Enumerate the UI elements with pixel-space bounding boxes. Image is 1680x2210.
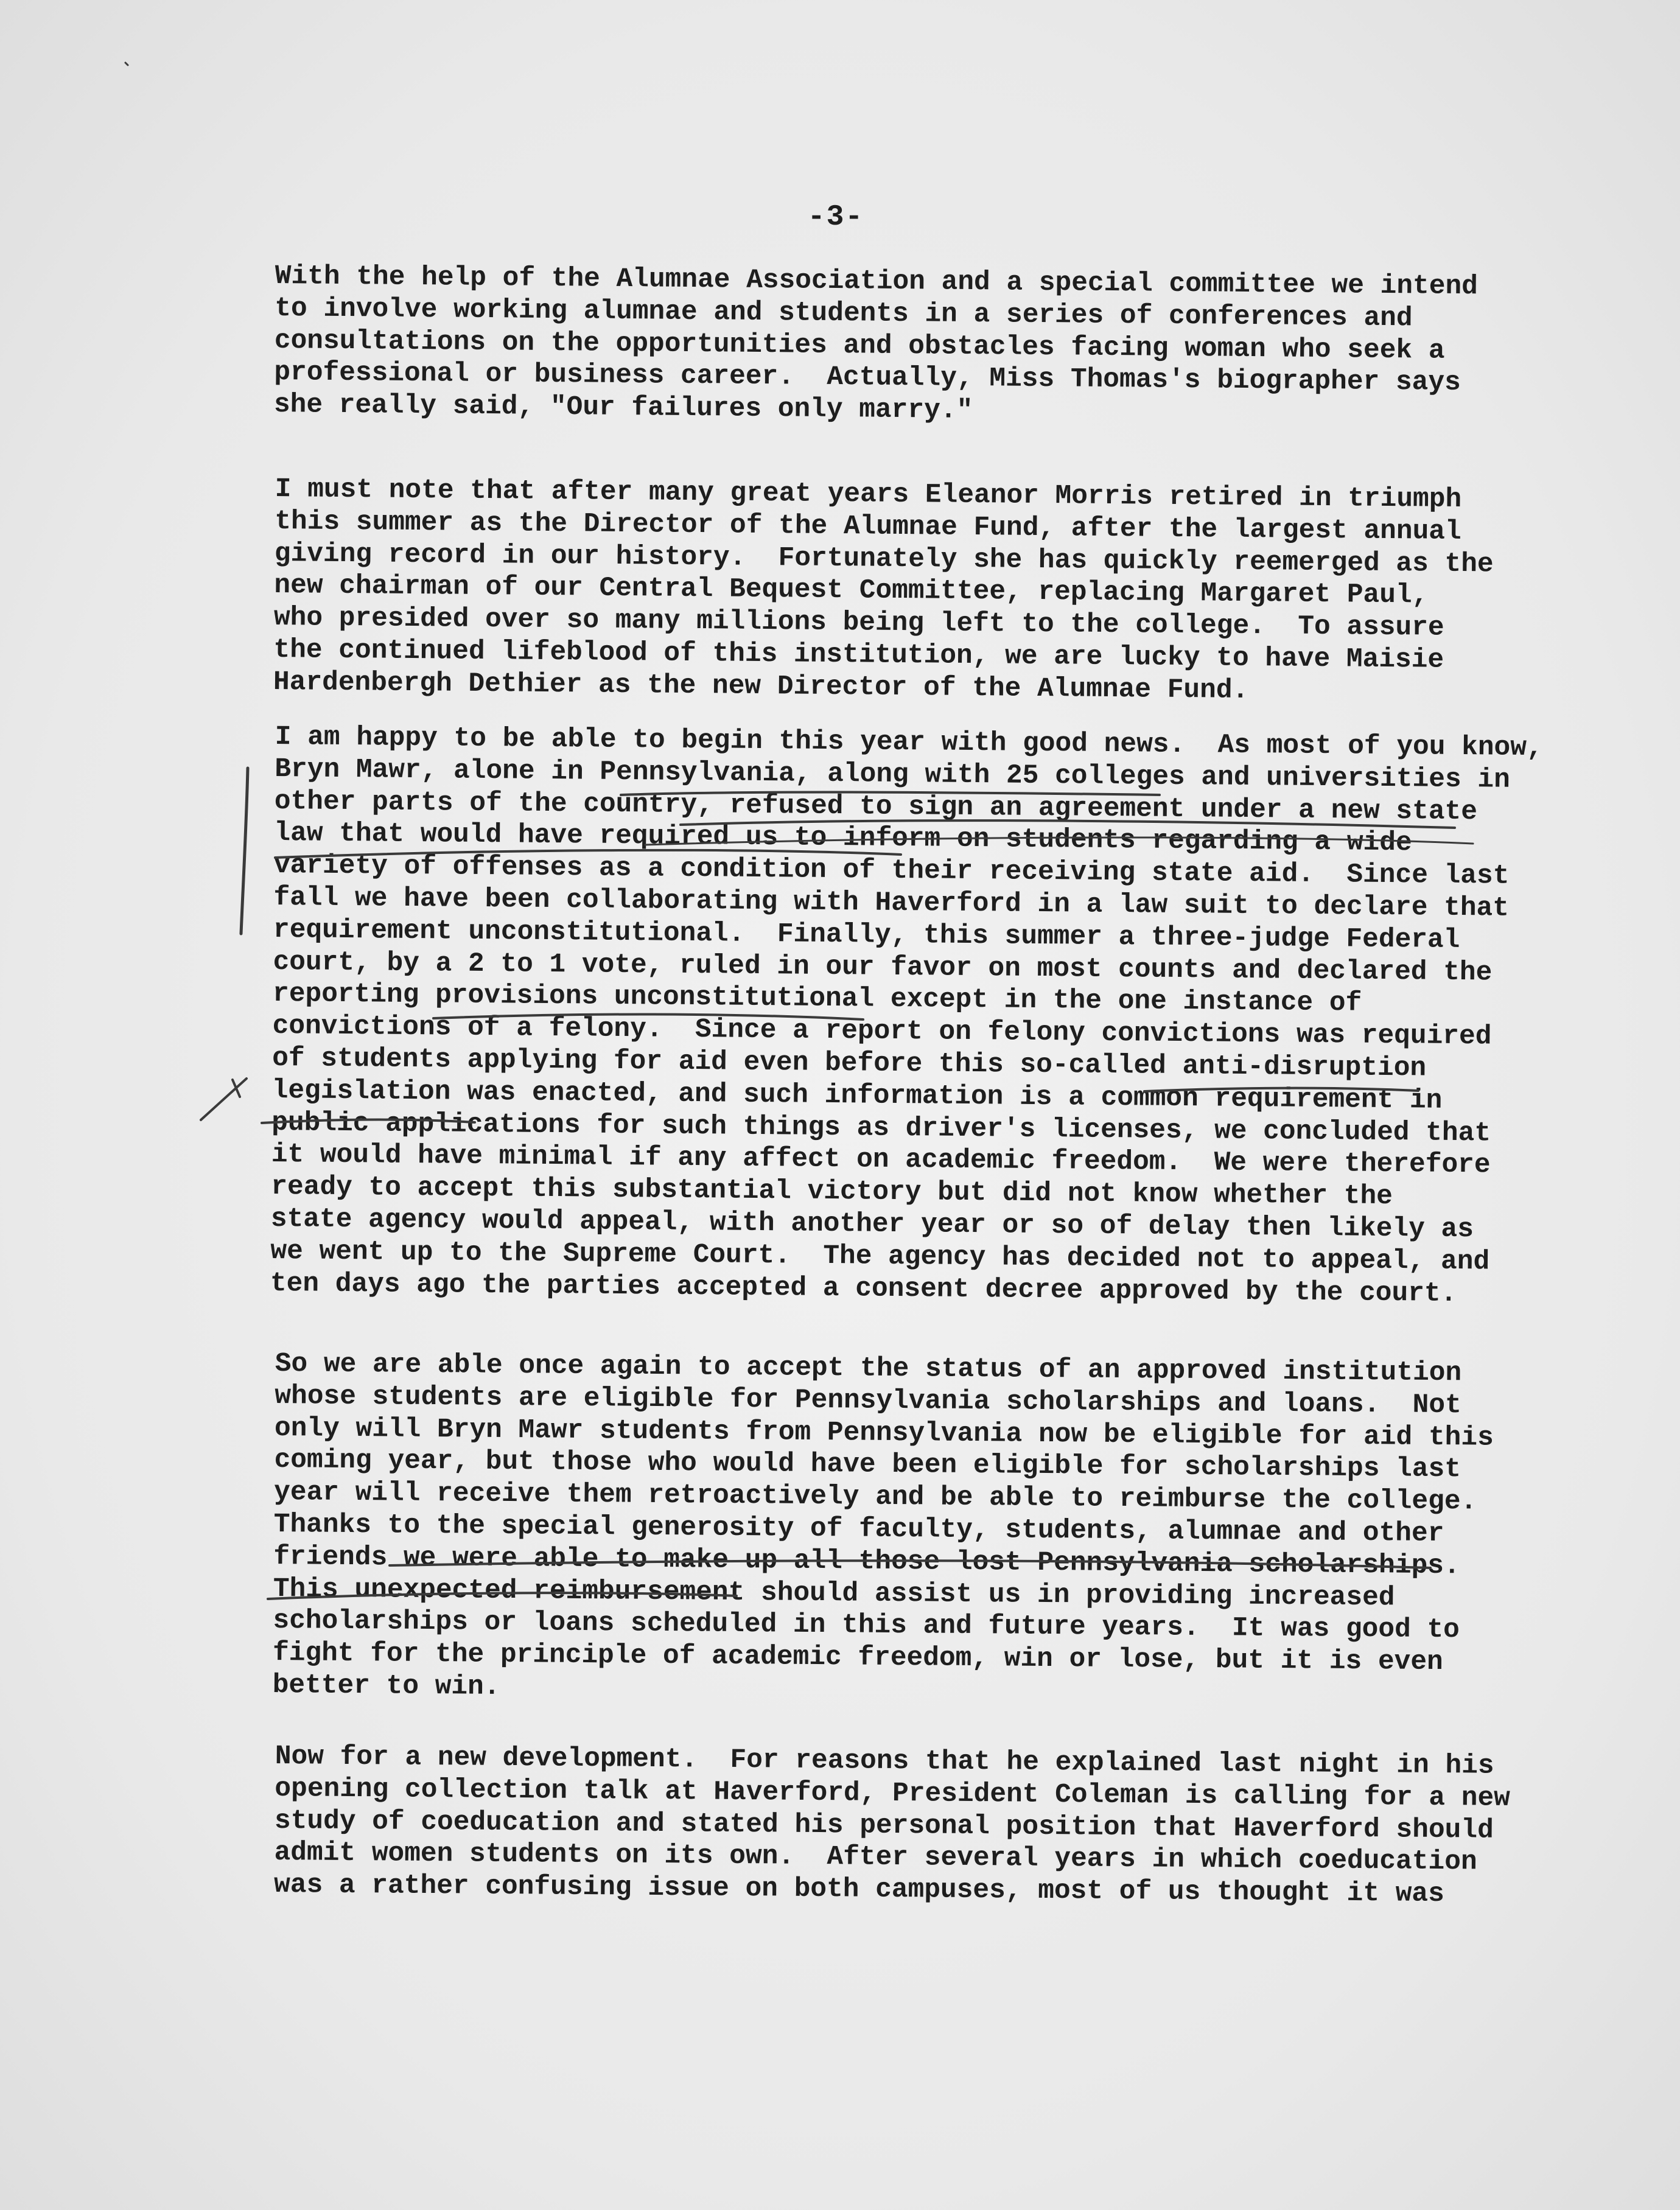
text-line: requirement unconstitutional. Finally, this summer a three-judge Federal — [273, 914, 1460, 956]
paragraph-alumnae-committee — [274, 261, 1529, 432]
paragraph-approved-institution — [272, 1348, 1528, 1712]
text-line: professional or business career. Actually, Miss Thomas's biographer says — [274, 357, 1461, 399]
text-line: friends we were able to make up all those lost Pennsylvania scholarships. — [273, 1541, 1460, 1582]
text-line: of students applying for aid even before this so-called anti-disruption — [271, 1043, 1427, 1084]
text-line: new chairman of our Central Bequest Committee, replacing Margaret Paul, — [274, 570, 1429, 611]
text-line: ready to accept this substantial victory but did not know whether the — [271, 1172, 1393, 1212]
text-line: ten days ago the parties accepted a consent decree approved by the court. — [270, 1268, 1457, 1309]
text-line: law that would have required us to inform on students regarding a wide — [274, 818, 1412, 859]
text-line: variety of offenses as a condition of their receiving state aid. Since last — [273, 850, 1510, 892]
text-line: I am happy to be able to begin this year with good news. As most of you know, — [275, 722, 1543, 764]
text-line: state agency would appeal, with another year or so of delay then likely as — [270, 1203, 1474, 1245]
text-line: With the help of the Alumnae Association and a special committee we intend — [275, 261, 1479, 302]
text-line: So we are able once again to accept the status of an approved institution — [275, 1349, 1462, 1389]
paragraph-alumnae-fund — [273, 474, 1529, 710]
text-line: to involve working alumnae and students in a series of conferences and — [275, 293, 1413, 334]
text-line: Thanks to the special generosity of faculty, students, alumnae and other — [273, 1509, 1444, 1550]
text-line: coming year, but those who would have been eligible for scholarships last — [274, 1445, 1461, 1485]
text-line: was a rather confusing issue on both campuses, most of us thought it was — [273, 1870, 1444, 1910]
text-line: we went up to the Supreme Court. The agency has decided not to appeal, and — [270, 1236, 1490, 1278]
text-line: the continued lifeblood of this institution, we are lucky to have Maisie — [273, 634, 1444, 676]
text-line: fight for the principle of academic freedom, win or lose, but it is even — [272, 1638, 1443, 1678]
text-line: only will Bryn Mawr students from Pennsylvania now be eligible for aid this — [274, 1413, 1494, 1453]
text-line: Bryn Mawr, alone in Pennsylvania, along with 25 colleges and universities in — [275, 754, 1510, 796]
text-line: she really said, "Our failures only marry." — [273, 390, 973, 427]
text-line: whose students are eligible for Pennsylvania scholarships and loans. Not — [275, 1380, 1461, 1421]
text-line: other parts of the country, refused to sign an agreement under a new state — [274, 786, 1478, 827]
text-line: This unexpected reimbursement should assist us in providing increased — [273, 1573, 1395, 1614]
text-line: consultations on the opportunities and obstacles facing woman who seek a — [274, 325, 1445, 366]
page-number: -3- — [807, 201, 864, 234]
text-line: fall we have been collaborating with Haverford in a law suit to declare that — [273, 882, 1510, 924]
text-line: public applications for such things as driver's licenses, we concluded that — [271, 1107, 1491, 1149]
text-line: giving record in our history. Fortunately she has quickly reemerged as the — [274, 538, 1494, 580]
text-line: scholarships or loans scheduled in this and future years. It was good to — [273, 1606, 1460, 1646]
text-line: year will receive them retroactively and be able to reimburse the college. — [273, 1477, 1477, 1517]
text-line: convictions of a felony. Since a report on felony convictions was required — [272, 1011, 1492, 1052]
text-line: who presided over so many millions being left to the college. To assure — [273, 603, 1444, 643]
text-line: admit women students on its own. After several years in which coeducation — [274, 1838, 1477, 1878]
text-line: I must note that after many great years Eleanor Morris retired in triumph — [275, 474, 1462, 516]
paragraph-coeducation — [274, 1741, 1529, 1911]
text-line: opening collection talk at Haverford, President Coleman is calling for a new — [275, 1773, 1511, 1814]
text-line: Hardenbergh Dethier as the new Director of the Alumnae Fund. — [273, 666, 1249, 706]
text-line: study of coeducation and stated his personal position that Haverford should — [274, 1805, 1494, 1846]
text-line: legislation was enacted, and such information is a common requirement in — [271, 1075, 1443, 1116]
text-line: this summer as the Director of the Alumnae Fund, after the largest annual — [275, 506, 1461, 547]
text-line: it would have minimal if any affect on academic freedom. We were therefore — [271, 1139, 1491, 1181]
text-line: Now for a new development. For reasons that he explained last night in his — [275, 1741, 1494, 1782]
text-line: court, by a 2 to 1 vote, ruled in our favor on most counts and declared the — [273, 946, 1493, 988]
text-line: reporting provisions unconstitutional except in the one instance of — [272, 979, 1362, 1019]
paragraph-state-agreement — [270, 721, 1543, 1310]
text-line: better to win. — [272, 1670, 500, 1702]
